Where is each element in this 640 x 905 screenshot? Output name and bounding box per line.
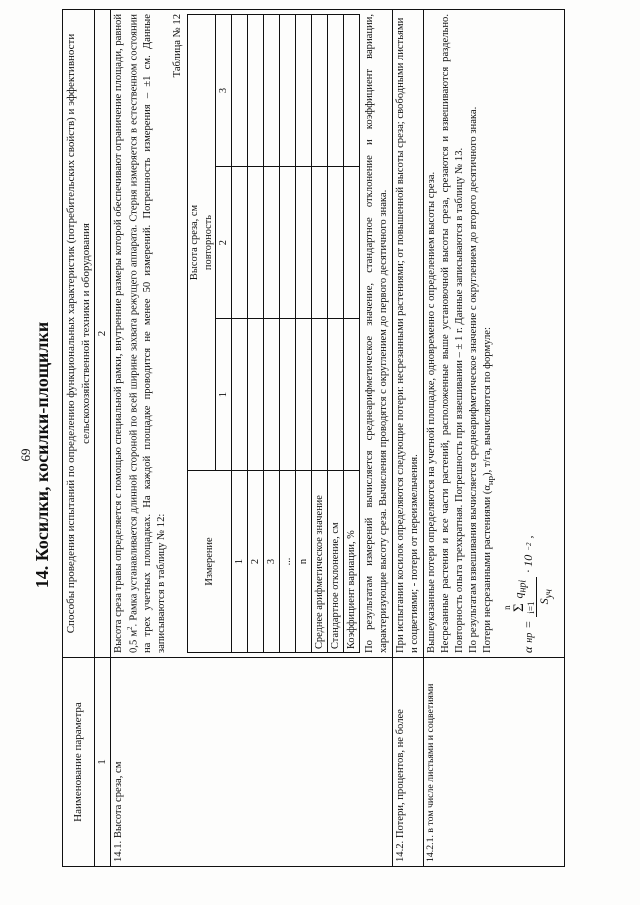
t12-row: 3	[264, 15, 280, 653]
t12-row: Стандартное отклонение, см	[328, 15, 344, 653]
param-cut-height: 14.1. Высота среза, см	[110, 658, 393, 867]
page-number: 69	[18, 448, 33, 462]
table-row	[110, 10, 393, 867]
table-row	[393, 10, 424, 867]
t12-rep-1: 1	[216, 319, 232, 471]
t12-row: Среднее арифметическое значение	[312, 15, 328, 653]
t12-height-header: Высота среза, см повторность	[187, 15, 215, 471]
table-row	[424, 10, 565, 867]
parameters-table	[62, 9, 565, 867]
rotated-page-content	[0, 5, 640, 905]
t12-rep-3: 3	[216, 15, 232, 167]
method-losses-leaves	[424, 10, 565, 658]
t12-row: 1	[232, 15, 248, 653]
method-cut-height	[110, 10, 393, 658]
header-methods: Способы проведения испытаний по определению функциональных характеристик (потребительских свойств) и эффективности сельскохозяйственной техники и оборудования	[63, 10, 95, 658]
loss-formula: α нр = n Σ i=1 $q_{нрi}$ $S_{уч}$ · 10 −2 ,	[501, 535, 555, 653]
header-param-name: Наименование параметра	[63, 658, 95, 867]
method-paragraph: Высота среза травы определяется с помощью специальной рамки, внутренние размеры которой обеспечивают ограничение площади, равной 0,5 $м^2$. Рамка устанавливается длинной стороной по всей ширине захвата режущего аппарата. Стерня измеряется в естественном состоянии на трех учетных площадках. На каждой площадке проводится не менее 50 измерений. Погрешность измерения – ±1 см. Данные записываются в таблицу № 12:	[112, 14, 167, 653]
method-paragraph: Несрезанные растения и все части растений, расположенные выше установочной высоты среза, срезаются и взвешиваются раздельно. Повторность опыта трехкратная. Погрешность при взвешивании – ± 1 г. Данные записываются в таблицу № 13.	[440, 14, 466, 653]
method-losses: При испытании косилок определяются следующие потери: несрезанными растениями; от повышенной высоты среза; свободными листьями и соцветиями; - потери от переизмельчения.	[393, 10, 424, 658]
section-title: 14. Косилки, косилки-площилки	[32, 321, 52, 589]
table-12-caption: Таблица № 12	[171, 14, 183, 78]
t12-measure-header: Измерение	[187, 471, 231, 653]
t12-rep-2: 2	[216, 167, 232, 319]
method-paragraph: Потери несрезанными растениями $(\alpha_{нр})$, т/га, вычисляются по формуле:	[482, 327, 496, 653]
method-paragraph: Вышеуказанные потери определяются на учетной площадке, одновременно с определением высоты среза.	[426, 171, 438, 653]
formula-fraction: n Σ i=1 $q_{нрi}$ $S_{уч}$	[503, 577, 556, 617]
t12-row: n	[296, 15, 312, 653]
t12-row: Коэффициент вариации, %	[344, 15, 360, 653]
column-number-2: 2	[95, 10, 111, 658]
table-header-row	[63, 10, 95, 867]
column-number-1: 1	[95, 658, 111, 867]
t12-row: 2	[248, 15, 264, 653]
t12-header-row	[187, 15, 215, 653]
table-12	[187, 14, 360, 653]
t12-row: ...	[280, 15, 296, 653]
method-paragraph: По результатам взвешивания вычисляется среднеарифметическое значение с округлением до второго десятичного знака.	[468, 106, 480, 653]
param-losses: 14.2. Потери, процентов, не более	[393, 658, 424, 867]
method-paragraph: По результатам измерений вычисляется среднеарифметическое значение, стандартное отклонение и коэффициент вариации, характеризующие высоту среза. Вычисления проводятся с округлением до первого десятичного знака.	[364, 14, 390, 653]
param-losses-leaves: 14.2.1. в том числе листьями и соцветиями	[424, 658, 565, 867]
table-number-row	[95, 10, 111, 867]
